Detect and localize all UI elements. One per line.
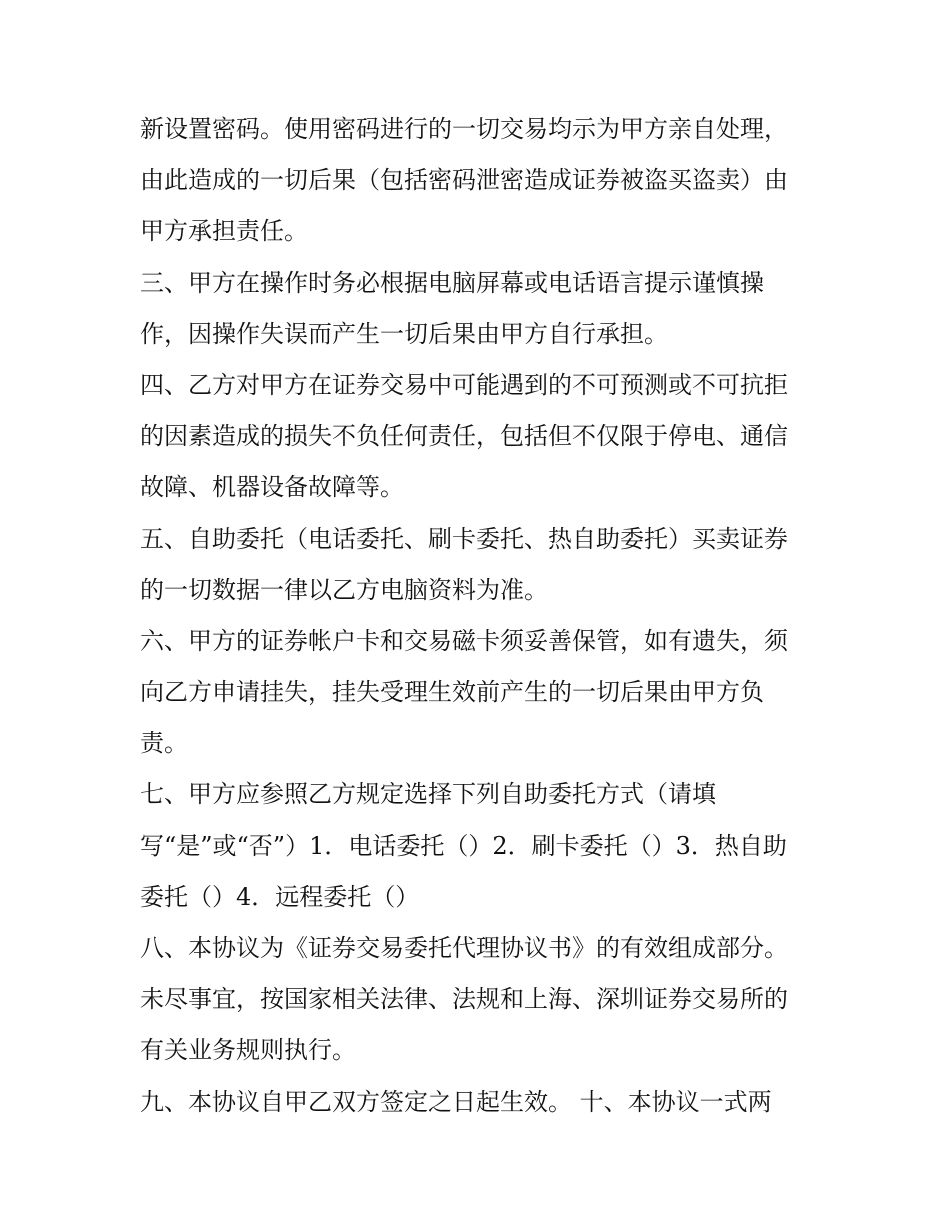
text-line: 七、甲方应参照乙方规定选择下列自助委托方式（请填 — [140, 780, 716, 809]
text-line: 八、本协议为《证券交易委托代理协议书》的有效组成部分。 — [140, 934, 788, 962]
text-line: 故障、机器设备故障等。 — [140, 473, 404, 502]
text-line: 责。 — [140, 729, 188, 758]
text-line: 五、自助委托（电话委托、刷卡委托、热自助委托）买卖证券 — [140, 524, 788, 553]
document-body — [140, 104, 820, 1128]
text-line: 的一切数据一律以乙方电脑资料为准。 — [140, 575, 548, 604]
text-line: 三、甲方在操作时务必根据电脑屏幕或电话语言提示谨慎操 — [140, 268, 764, 297]
text-line: 向乙方申请挂失，挂失受理生效前产生的一切后果由甲方负 — [140, 678, 764, 707]
text-line: 的因素造成的损失不负任何责任，包括但不仅限于停电、通信 — [140, 422, 788, 451]
text-line: 作，因操作失误而产生一切后果由甲方自行承担。 — [140, 319, 668, 348]
text-line: 九、本协议自甲乙双方签定之日起生效。 十、本协议一式两 — [140, 1087, 772, 1116]
text-line: 委托（）4．远程委托（） — [140, 882, 420, 911]
text-line: 四、乙方对甲方在证券交易中可能遇到的不可预测或不可抗拒 — [140, 370, 788, 399]
text-line: 六、甲方的证券帐户卡和交易磁卡须妥善保管，如有遗失，须 — [140, 626, 788, 655]
text-line: 有关业务规则执行。 — [140, 1036, 356, 1065]
text-line: 写“是”或“否”）1．电话委托（）2．刷卡委托（）3．热自助 — [140, 831, 787, 860]
text-line: 未尽事宜，按国家相关法律、法规和上海、深圳证券交易所的 — [140, 985, 788, 1014]
text-line: 由此造成的一切后果（包括密码泄密造成证券被盗买盗卖）由 — [140, 166, 788, 195]
text-line: 新设置密码。使用密码进行的一切交易均示为甲方亲自处理， — [140, 115, 788, 143]
text-line: 甲方承担责任。 — [140, 217, 308, 246]
